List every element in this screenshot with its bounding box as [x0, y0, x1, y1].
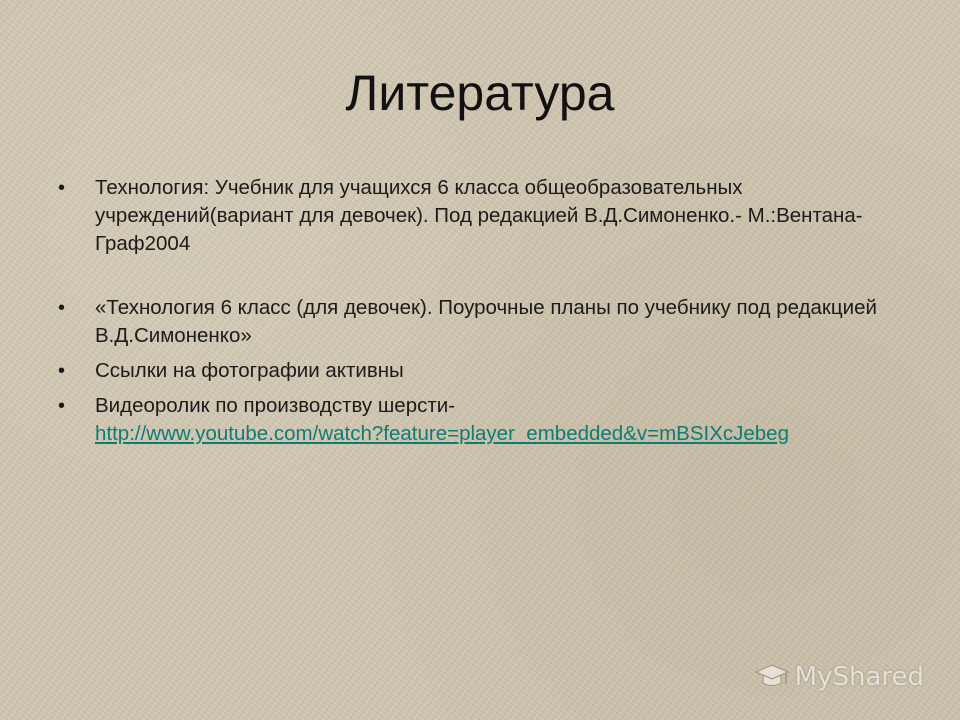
list-item-text: «Технология 6 класс (для девочек). Поурочные планы по учебнику под редакцией В.Д.Симоненко»	[95, 296, 877, 347]
watermark-text: MyShared	[794, 662, 924, 692]
list-item	[58, 357, 898, 385]
list-item-text: Ссылки на фотографии активны	[95, 359, 404, 382]
bullet-marker: •	[58, 177, 66, 199]
watermark	[755, 662, 924, 692]
bullet-marker: •	[58, 360, 66, 382]
bullet-marker: •	[58, 297, 66, 319]
video-link[interactable]: http://www.youtube.com/watch?feature=player_embedded&v=mBSIXcJebeg	[95, 422, 789, 445]
slide-title: Литература	[345, 65, 615, 121]
bullet-list	[58, 174, 898, 448]
list-item	[58, 174, 898, 258]
list-item-text: Технология: Учебник для учащихся 6 класса общеобразовательных учреждений(вариант для девочек). Под редакцией В.Д.Симоненко.- М.:Вентана-Граф2004	[95, 176, 863, 255]
list-item	[58, 392, 898, 448]
list-item	[58, 294, 898, 350]
mortarboard-icon	[755, 662, 789, 692]
bullet-marker: •	[58, 395, 66, 417]
list-item-text: Видеоролик по производству шерсти-	[95, 394, 456, 417]
